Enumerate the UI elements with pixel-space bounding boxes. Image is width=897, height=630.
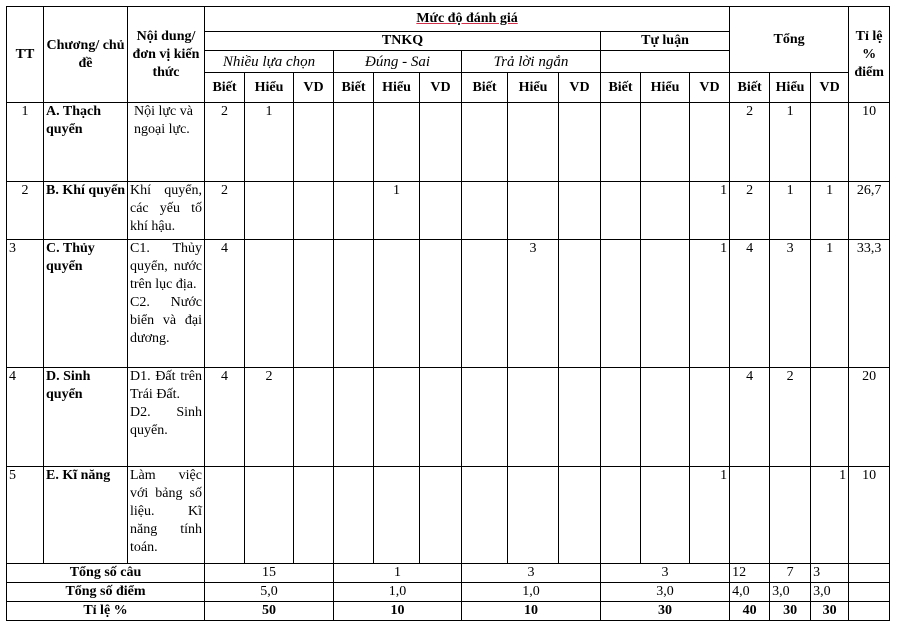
table-cell (849, 583, 890, 602)
table-cell (462, 103, 508, 182)
table-cell (641, 467, 690, 564)
table-cell: 40 (730, 602, 770, 621)
table-cell (559, 368, 601, 467)
header-biet: Biết (205, 73, 245, 103)
table-cell (849, 564, 890, 583)
table-cell: 33,3 (849, 240, 890, 368)
table-cell: Khí quyển, các yếu tố khí hậu. (128, 182, 205, 240)
table-cell (601, 368, 641, 467)
table-cell: 3,0 (811, 583, 849, 602)
table-cell (294, 368, 334, 467)
table-row (7, 182, 890, 240)
table-cell: 1 (334, 564, 462, 583)
table-cell: C1. Thủy quyển, nước trên lục địa. C2. Nước biển và đại dương. (128, 240, 205, 368)
header-vd: VD (294, 73, 334, 103)
table-cell (811, 368, 849, 467)
table-cell: 1 (770, 103, 811, 182)
table-cell (205, 467, 245, 564)
table-cell: 1 (811, 240, 849, 368)
table-cell (420, 103, 462, 182)
table-cell: C. Thủy quyển (44, 240, 128, 368)
table-cell: 3 (770, 240, 811, 368)
table-cell (294, 103, 334, 182)
table-cell: 26,7 (849, 182, 890, 240)
header-truefalse: Đúng - Sai (334, 51, 462, 73)
table-cell (374, 368, 420, 467)
table-cell (294, 240, 334, 368)
header-biet: Biết (334, 73, 374, 103)
table-cell (641, 182, 690, 240)
table-cell: 1 (770, 182, 811, 240)
table-cell (462, 240, 508, 368)
table-cell (601, 467, 641, 564)
table-cell (462, 182, 508, 240)
table-cell: 2 (205, 103, 245, 182)
table-cell: D1. Đất trên Trái Đất. D2. Sinh quyển. (128, 368, 205, 467)
table-cell (641, 240, 690, 368)
table-cell: 30 (601, 602, 730, 621)
table-cell: 3 (601, 564, 730, 583)
table-cell: 1,0 (462, 583, 601, 602)
table-cell (420, 467, 462, 564)
header-multi: Nhiều lựa chọn (205, 51, 334, 73)
table-cell (730, 467, 770, 564)
table-cell: 2 (770, 368, 811, 467)
header-tile: Tỉ lệ % điểm (849, 7, 890, 103)
table-cell (420, 182, 462, 240)
table-cell (334, 103, 374, 182)
table-cell: 3 (508, 240, 559, 368)
header-level: Mức độ đánh giá (205, 7, 730, 32)
table-cell (420, 368, 462, 467)
table-cell: 7 (770, 564, 811, 583)
table-cell: 3 (462, 564, 601, 583)
table-cell: 3,0 (601, 583, 730, 602)
table-cell (849, 602, 890, 621)
table-cell: 12 (730, 564, 770, 583)
table-cell (294, 467, 334, 564)
header-tuluan: Tự luận (601, 32, 730, 51)
table-cell: E. Kĩ năng (44, 467, 128, 564)
table-cell: 1 (811, 467, 849, 564)
table-row (7, 240, 890, 368)
table-cell (811, 103, 849, 182)
table-cell (334, 368, 374, 467)
table-cell: Tỉ lệ % (7, 602, 205, 621)
table-cell: 2 (730, 182, 770, 240)
table-cell (641, 368, 690, 467)
table-cell (245, 240, 294, 368)
table-cell: 2 (7, 182, 44, 240)
table-cell (462, 467, 508, 564)
header-hieu: Hiểu (641, 73, 690, 103)
table-cell: D. Sinh quyển (44, 368, 128, 467)
table-cell: Làm việc với bảng số liệu. Kĩ năng tính toán. (128, 467, 205, 564)
table-cell: 5 (7, 467, 44, 564)
table-cell: 30 (770, 602, 811, 621)
table-cell (245, 467, 294, 564)
ratio-row (7, 602, 890, 621)
table-cell (508, 103, 559, 182)
table-cell (294, 182, 334, 240)
header-vd: VD (420, 73, 462, 103)
table-cell: 3 (7, 240, 44, 368)
table-cell: 20 (849, 368, 890, 467)
table-cell (245, 182, 294, 240)
table-row (7, 467, 890, 564)
header-tnkq: TNKQ (205, 32, 601, 51)
table-cell: Tổng số điểm (7, 583, 205, 602)
table-cell: 5,0 (205, 583, 334, 602)
header-tuluan-blank (601, 51, 730, 73)
table-cell: Tổng số câu (7, 564, 205, 583)
total-questions-row (7, 564, 890, 583)
table-cell: 4 (730, 368, 770, 467)
table-cell (334, 182, 374, 240)
table-cell: 3 (811, 564, 849, 583)
table-cell (559, 182, 601, 240)
table-cell (601, 182, 641, 240)
table-cell (601, 103, 641, 182)
table-cell (420, 240, 462, 368)
table-cell: 4 (7, 368, 44, 467)
header-biet: Biết (601, 73, 641, 103)
assessment-matrix-table (6, 6, 890, 621)
table-cell: 50 (205, 602, 334, 621)
table-cell: A. Thạch quyển (44, 103, 128, 182)
table-cell: 30 (811, 602, 849, 621)
header-vd: VD (811, 73, 849, 103)
table-cell: 3,0 (770, 583, 811, 602)
table-cell: 4 (205, 240, 245, 368)
table-cell (334, 467, 374, 564)
header-chapter: Chương/ chủ đề (44, 7, 128, 103)
table-cell: 10 (849, 467, 890, 564)
header-biet: Biết (462, 73, 508, 103)
table-cell (508, 467, 559, 564)
header-tt: TT (7, 7, 44, 103)
table-cell (559, 467, 601, 564)
header-hieu: Hiểu (508, 73, 559, 103)
table-cell: 1 (7, 103, 44, 182)
table-cell: 4 (730, 240, 770, 368)
table-cell (601, 240, 641, 368)
header-tong: Tổng (730, 7, 849, 73)
table-row (7, 103, 890, 182)
table-cell (508, 182, 559, 240)
table-cell: 10 (334, 602, 462, 621)
table-cell: 2 (730, 103, 770, 182)
table-cell: 4,0 (730, 583, 770, 602)
table-cell: 1 (690, 467, 730, 564)
table-cell: Nội lực và ngoại lực. (128, 103, 205, 182)
table-cell: 1 (374, 182, 420, 240)
header-vd: VD (690, 73, 730, 103)
table-cell: 10 (462, 602, 601, 621)
total-points-row (7, 583, 890, 602)
table-cell (462, 368, 508, 467)
header-content: Nội dung/đơn vị kiến thức (128, 7, 205, 103)
header-hieu: Hiểu (245, 73, 294, 103)
table-cell (641, 103, 690, 182)
table-cell: 15 (205, 564, 334, 583)
header-short: Trả lời ngắn (462, 51, 601, 73)
table-cell: 4 (205, 368, 245, 467)
table-cell (690, 103, 730, 182)
table-cell: 1 (690, 182, 730, 240)
table-cell: 1,0 (334, 583, 462, 602)
table-cell (374, 467, 420, 564)
table-row (7, 368, 890, 467)
table-cell: 1 (811, 182, 849, 240)
table-cell (559, 240, 601, 368)
table-cell: 1 (690, 240, 730, 368)
table-cell (508, 368, 559, 467)
table-cell (770, 467, 811, 564)
table-cell: 2 (245, 368, 294, 467)
table-cell (559, 103, 601, 182)
table-cell (374, 240, 420, 368)
header-hieu: Hiểu (374, 73, 420, 103)
table-cell: 10 (849, 103, 890, 182)
header-hieu: Hiểu (770, 73, 811, 103)
table-cell (334, 240, 374, 368)
table-cell: 2 (205, 182, 245, 240)
table-cell: B. Khí quyển (44, 182, 128, 240)
table-cell (690, 368, 730, 467)
table-cell (374, 103, 420, 182)
header-biet: Biết (730, 73, 770, 103)
table-cell: 1 (245, 103, 294, 182)
header-vd: VD (559, 73, 601, 103)
